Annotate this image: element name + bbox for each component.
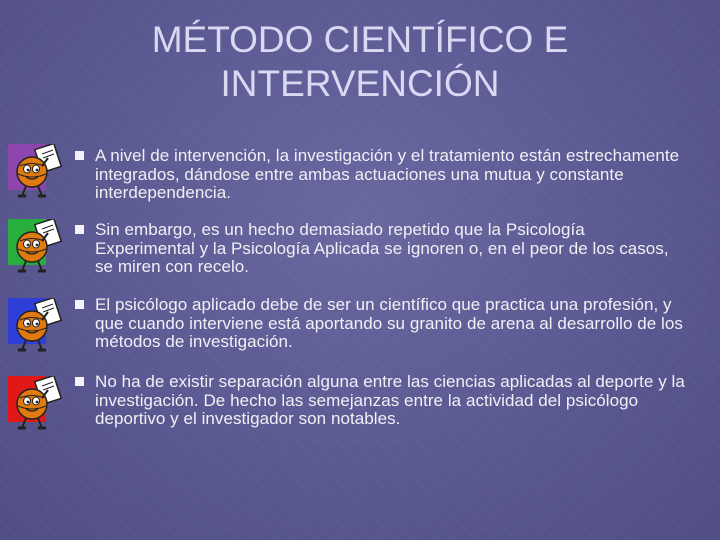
bullet-text: El psicólogo aplicado debe de ser un científico que practica una profesión, y que cuando interviene está aportando su granito de arena al desarrollo de los métodos de investigación. [95, 295, 683, 351]
cartoon-ball-holding-sign-icon [8, 219, 68, 277]
bullet-text: Sin embargo, es un hecho demasiado repetido que la Psicología Experimental y la Psicología Aplicada se ignoren o, en el peor de los casos, se miren con recelo. [95, 220, 669, 276]
square-bullet-icon [75, 300, 84, 309]
cartoon-ball-holding-sign-icon [8, 298, 68, 356]
bullet-text: A nivel de intervención, la investigación y el tratamiento están estrechamente integrados, dándose entre ambas actuaciones una mutua y constante interdependencia. [95, 146, 680, 202]
square-bullet-icon [75, 151, 84, 160]
bullet-text: No ha de existir separación alguna entre las ciencias aplicadas al deporte y la investigación. De hecho las semejanzas entre la actividad del psicólogo deportivo y el investigador son notables. [95, 372, 685, 428]
slide-title-line-1: MÉTODO CIENTÍFICO E [151, 19, 569, 60]
slide-title-line-2: INTERVENCIÓN [220, 63, 500, 104]
square-bullet-icon [75, 225, 84, 234]
cartoon-ball-holding-sign-icon [8, 376, 68, 434]
square-bullet-icon [75, 377, 84, 386]
cartoon-ball-holding-sign-icon [8, 144, 68, 202]
slide-title [60, 18, 660, 106]
